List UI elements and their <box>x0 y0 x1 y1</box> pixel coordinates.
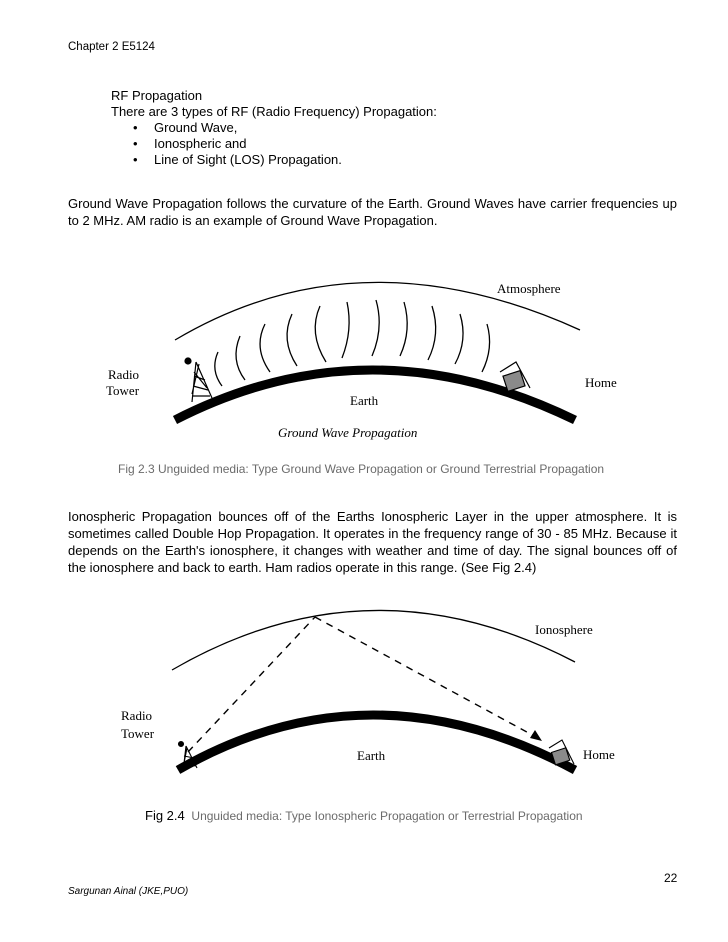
radio-label: Radio <box>108 367 140 382</box>
section-intro: There are 3 types of RF (Radio Frequency) Propagation: <box>111 104 437 119</box>
ionospheric-paragraph: Ionospheric Propagation bounces off of the Earths Ionospheric Layer in the upper atmosphere. It is sometimes called Double Hop Propagation. It operates in the frequency range of 30 - 85 MHz. Because it depends on the Earth's ionosphere, it changes with weather and time of day. The signal bounces off of the ionosphere and back to earth. Ham radios operate in this range. (See Fig 2.4) <box>68 509 677 575</box>
earth-label: Earth <box>357 748 386 763</box>
figure-caption: Fig 2.3 Unguided media: Type Ground Wave Propagation or Ground Terrestrial Propagation <box>118 462 605 476</box>
figure-caption-lead: Fig 2.4 <box>145 808 185 823</box>
atmosphere-label: Atmosphere <box>497 281 561 296</box>
tower-label: Tower <box>121 726 155 741</box>
page-number: 22 <box>664 871 678 885</box>
arrowhead-icon <box>530 730 542 741</box>
ground-wave-figure <box>0 270 728 450</box>
ionosphere-label: Ionosphere <box>535 622 593 637</box>
figure-caption-text: Unguided media: Type Ionospheric Propagation or Terrestrial Propagation <box>191 809 583 823</box>
ionosphere-arc <box>172 610 575 670</box>
radio-label: Radio <box>121 708 153 723</box>
home-label: Home <box>583 747 615 762</box>
chapter-header: Chapter 2 E5124 <box>68 41 155 53</box>
propagation-types-list <box>133 120 342 168</box>
list-item: • Line of Sight (LOS) Propagation. <box>133 152 342 168</box>
ionospheric-figure <box>0 600 728 790</box>
earth-label: Earth <box>350 393 379 408</box>
ground-wave-paragraph: Ground Wave Propagation follows the curvature of the Earth. Ground Waves have carrier frequencies up to 2 MHz. AM radio is an example of Ground Wave Propagation. <box>68 196 677 228</box>
list-item: • Ionospheric and <box>133 136 342 152</box>
section-title: RF Propagation <box>111 88 203 103</box>
home-label: Home <box>585 375 617 390</box>
radio-tower-icon <box>185 358 212 402</box>
figure-title: Ground Wave Propagation <box>278 425 418 440</box>
list-item: • Ground Wave, <box>133 120 342 136</box>
figure-caption <box>145 808 583 823</box>
page-footer: Sargunan Ainal (JKE,PUO) <box>68 886 189 897</box>
tower-label: Tower <box>106 383 140 398</box>
